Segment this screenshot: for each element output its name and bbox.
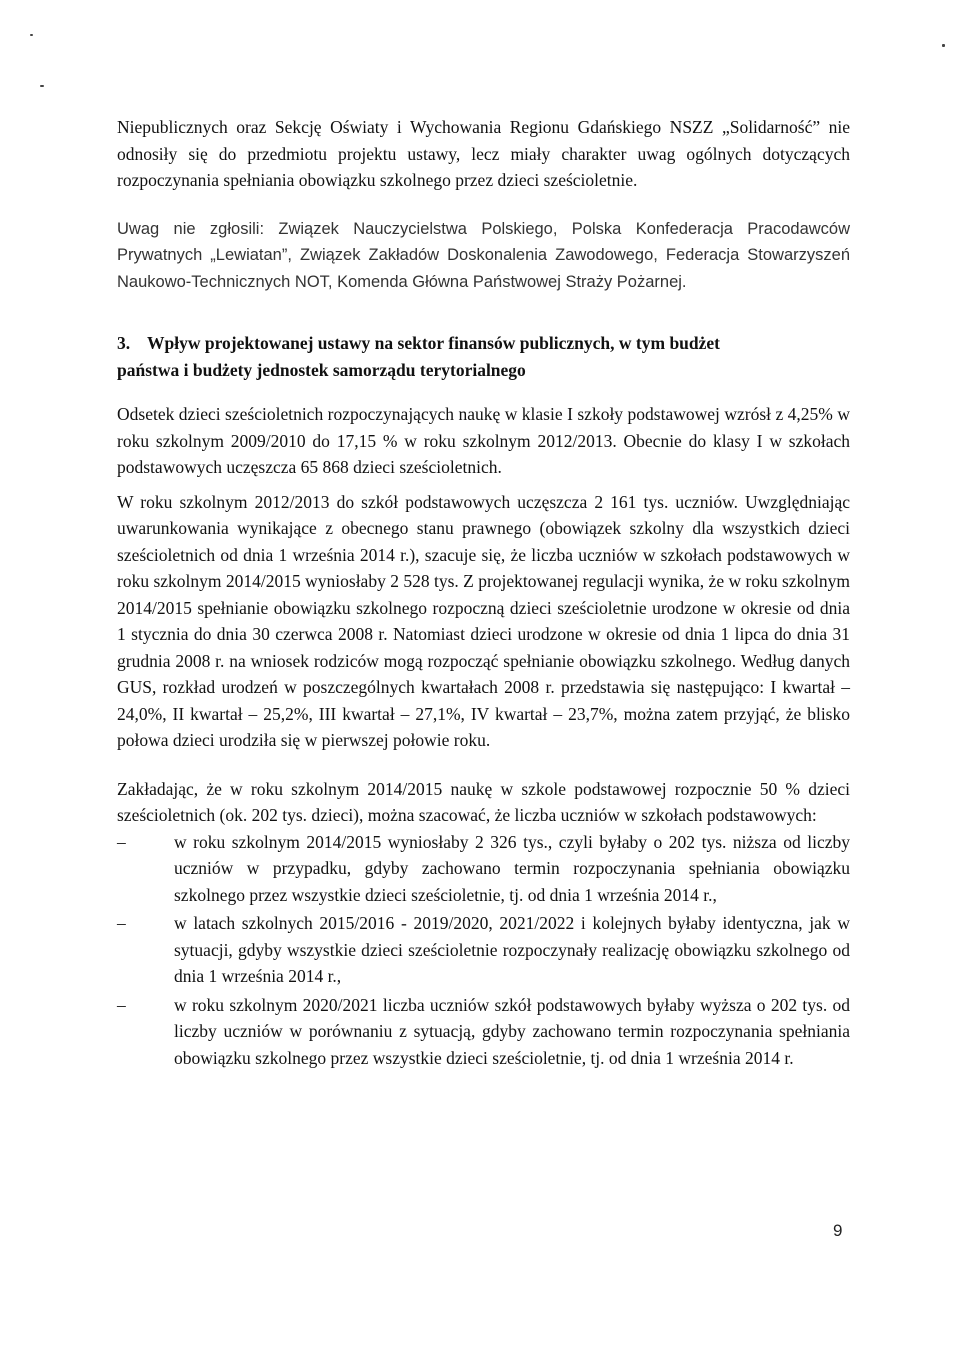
bullet-dash: – [117,913,126,933]
scan-speck-top-right [942,44,945,47]
paragraph-no-remarks: Uwag nie zgłosili: Związek Nauczycielstwa Polskiego, Polska Konfederacja Pracodawców Prywatnych „Lewiatan”, Związek Zakładów Doskonalenia Zawodowego, Federacja Stowarzyszeń Naukowo-Technicznych NOT, Komenda Główna Państwowej Straży Pożarnej. [117,219,850,291]
section-title-line-1: Wpływ projektowanej ustawy na sektor finansów publicznych, w tym budżet [147,333,721,353]
paragraph-assumption: Zakładając, że w roku szkolnym 2014/2015 naukę w szkole podstawowej rozpocznie 50 % dzieci sześcioletnich (ok. 202 tys. dzieci), można szacować, że liczba uczniów w szkołach podstawowych: [117,778,850,825]
list-item [117,829,850,909]
bullet-text: w latach szkolnych 2015/2016 - 2019/2020, 2021/2022 i kolejnych byłaby identyczna, jak w sytuacji, gdyby wszystkie dzieci sześcioletnie rozpoczynały realizację obowiązku szkolnego od dnia 1 września 2014 r., [174,913,850,986]
page-number: 9 [833,1221,843,1240]
section-number: 3. [117,333,131,353]
bullet-dash: – [117,994,126,1015]
estimate-bullet-list [117,829,850,1072]
paragraph-student-estimates: W roku szkolnym 2012/2013 do szkół podstawowych uczęszcza 2 161 tys. uczniów. Uwzględniając uwarunkowania wynikające z obecnego stanu prawnego (obowiązek szkolny dla wszystkich dzieci sześcioletnich od dnia 1 września 2014 r.), szacuje się, że liczba uczniów w szkołach podstawowych w roku szkolnym 2014/2015 wyniosłaby 2 528 tys. Z projektowanej regulacji wynika, że w roku szkolnym 2014/2015 spełnianie obowiązku szkolnego rozpoczną dzieci sześcioletnie urodzone w okresie od dnia 1 stycznia do dnia 30 czerwca 2008 r. Natomiast dzieci urodzone w okresie od dnia 1 lipca do dnia 31 grudnia 2008 r. na wniosek rodziców mogą rozpocząć spełnianie obowiązku szkolnego. Według danych GUS, rozkład urodzeń w poszczególnych kwartałach 2008 r. przedstawia się następująco: I kwartał – 24,0%, II kwartał – 25,2%, III kwartał – 27,1%, IV kwartał – 23,7%, można zatem przyjąć, że blisko połowa dzieci urodziła się w pierwszej połowie roku. [117,491,850,750]
bullet-dash: – [117,831,126,852]
bullet-text: w roku szkolnym 2020/2021 liczba uczniów szkół podstawowych byłaby wyższa o 202 tys. od liczby uczniów w porównaniu z sytuacją, gdyby zachowano termin rozpoczynania spełniania obowiązku szkolnego przez wszystkie dzieci sześcioletnie, tj. od dnia 1 września 2014 r. [174,994,850,1068]
bullet-text: w roku szkolnym 2014/2015 wyniosłaby 2 326 tys., czyli byłaby o 202 tys. niższa od liczby uczniów w przypadku, gdyby zachowano termin rozpoczynania spełniania obowiązku szkolnego przez wszystkie dzieci sześcioletnie, tj. od dnia 1 września 2014 r., [174,831,850,905]
list-item [117,910,850,990]
document-page [117,114,850,1073]
section-heading [117,330,850,383]
paragraph-consultation-remarks: Niepublicznych oraz Sekcję Oświaty i Wychowania Regionu Gdańskiego NSZZ „Solidarność” nie odnosiły się do przedmiotu projektu ustawy, lecz miały charakter uwag ogólnych dotyczących rozpoczynania spełniania obowiązku szkolnego przez dzieci sześcioletnie. [117,117,850,190]
section-title-line-2: państwa i budżety jednostek samorządu terytorialnego [117,359,526,380]
paragraph-percentage-six-year-olds: Odsetek dzieci sześcioletnich rozpoczynających naukę w klasie I szkoły podstawowej wzrósł z 4,25% w roku szkolnym 2009/2010 do 17,15 % w roku szkolnym 2012/2013. Obecnie do klasy I w szkołach podstawowych uczęszcza 65 868 dzieci sześcioletnich. [117,404,850,477]
list-item [117,992,850,1072]
scan-speck-left [40,85,44,87]
scan-speck-top-left [30,34,33,36]
